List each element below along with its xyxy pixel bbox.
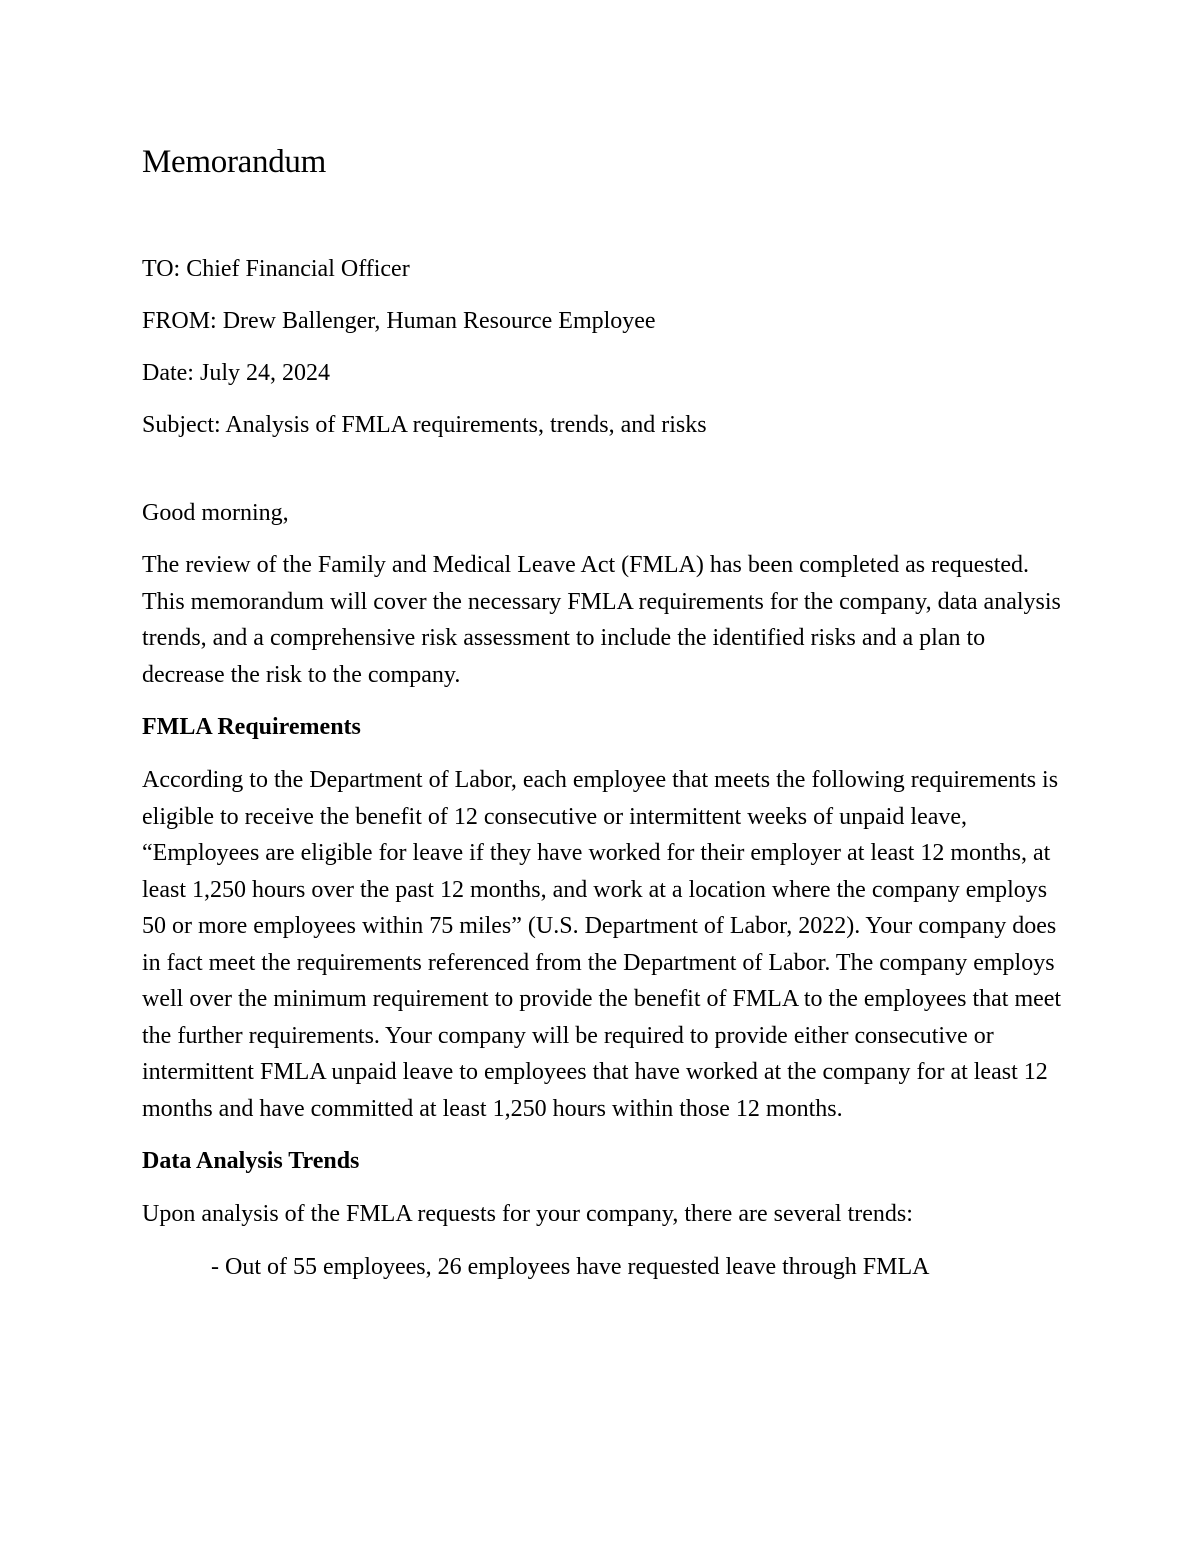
section-heading: FMLA Requirements xyxy=(142,714,361,740)
section-fmla-requirements xyxy=(142,710,1072,1127)
section-data-analysis-trends xyxy=(142,1144,1072,1285)
section-heading: Data Analysis Trends xyxy=(142,1148,360,1174)
memo-body xyxy=(142,138,1072,1285)
section-paragraph: Upon analysis of the FMLA requests for your company, there are several trends: xyxy=(142,1201,913,1227)
memo-to: TO: Chief Financial Officer xyxy=(142,256,410,282)
section-paragraph: According to the Department of Labor, each employee that meets the following requirements is eligible to receive the benefit of 12 consecutive or intermittent weeks of unpaid leave, “Employees are eligible for leave if they have worked for their employer at least 12 months, at least 1,250 hours over the past 12 months, and work at a location where the company employs 50 or more employees within 75 miles” (U.S. Department of Labor, 2022). Your company does in fact meet the requirements referenced from the Department of Labor. The company employs well over the minimum requirement to provide the benefit of FMLA to the employees that meet the further requirements. Your company will be required to provide either consecutive or intermittent FMLA unpaid leave to employees that have worked at the company for at least 12 months and have committed at least 1,250 hours within those 12 months. xyxy=(142,767,1062,1122)
memo-title: Memorandum xyxy=(142,144,326,180)
intro-paragraph: The review of the Family and Medical Leave Act (FMLA) has been completed as requested. This memorandum will cover the necessary FMLA requirements for the company, data analysis trends, and a comprehensive risk assessment to include the identified risks and a plan to decrease the risk to the company. xyxy=(142,552,1061,688)
memo-date: Date: July 24, 2024 xyxy=(142,360,330,386)
memo-greeting: Good morning, xyxy=(142,500,289,526)
memo-header xyxy=(142,252,1072,443)
memo-from: FROM: Drew Ballenger, Human Resource Employee xyxy=(142,308,656,334)
memo-subject: Subject: Analysis of FMLA requirements, trends, and risks xyxy=(142,412,707,438)
bullet-item: - Out of 55 employees, 26 employees have requested leave through FMLA xyxy=(211,1253,930,1280)
